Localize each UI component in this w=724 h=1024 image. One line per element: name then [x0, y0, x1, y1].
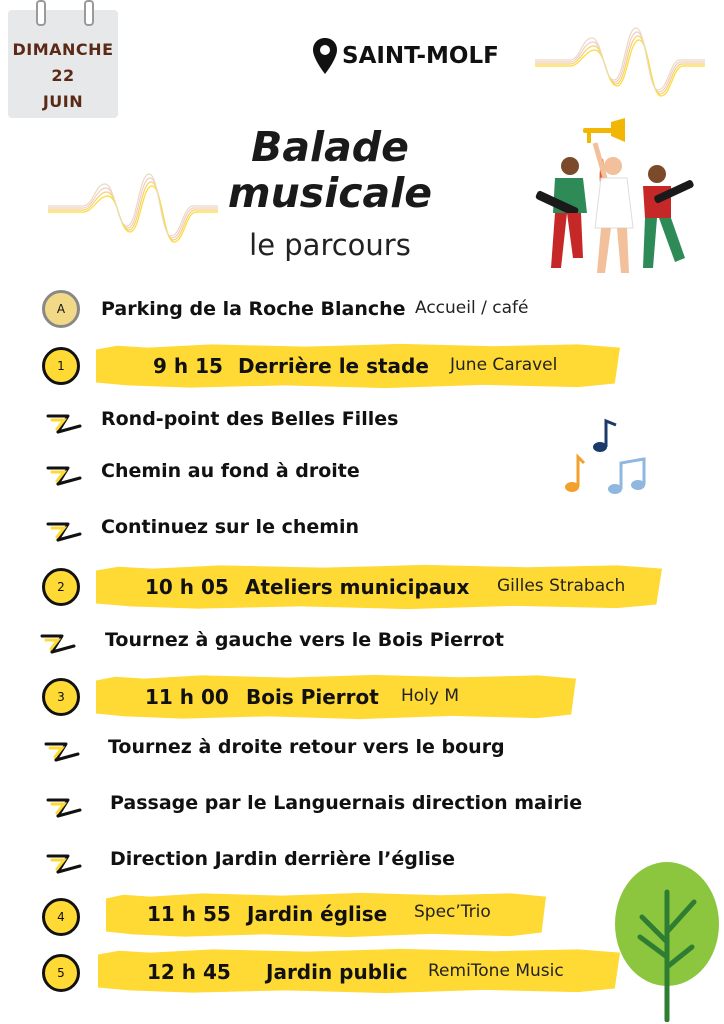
stop-4-badge: 4	[42, 898, 80, 936]
direction-1: Rond-point des Belles Filles	[101, 408, 399, 430]
location	[312, 36, 499, 76]
map-pin-icon	[312, 37, 338, 75]
stop-4-artist: Spec’Trio	[414, 902, 491, 922]
direction-4: Tournez à gauche vers le Bois Pierrot	[105, 629, 504, 651]
stop-5-place: Jardin public	[266, 960, 408, 984]
musicians-illustration	[525, 118, 700, 278]
calendar-date: 22	[51, 66, 75, 85]
direction-3: Continuez sur le chemin	[101, 516, 360, 538]
tree-illustration	[612, 862, 722, 1022]
direction-7: Direction Jardin derrière l’église	[110, 848, 456, 870]
stop-5-badge: 5	[42, 954, 80, 992]
date-calendar	[8, 10, 118, 118]
calendar-month: JUIN	[42, 92, 84, 111]
stop-2-place: Ateliers municipaux	[245, 575, 470, 599]
direction-2: Chemin au fond à droite	[101, 460, 360, 482]
stop-2-badge: 2	[42, 568, 80, 606]
turn-arrow-icon	[40, 630, 76, 656]
stop-2-time: 10 h 05	[145, 575, 229, 599]
stop-3-badge: 3	[42, 678, 80, 716]
turn-arrow-icon	[46, 410, 82, 436]
page-title	[205, 124, 455, 216]
location-name: SAINT-MOLF	[342, 43, 499, 69]
music-notes-icon	[560, 415, 655, 505]
sound-wave-icon	[48, 168, 218, 248]
turn-arrow-icon	[46, 518, 82, 544]
stop-2-artist: Gilles Strabach	[497, 576, 626, 596]
stop-1-time: 9 h 15	[153, 354, 223, 378]
stop-3-time: 11 h 00	[145, 685, 229, 709]
stop-1-badge: 1	[42, 347, 80, 385]
turn-arrow-icon	[44, 738, 80, 764]
turn-arrow-icon	[46, 850, 82, 876]
start-badge: A	[42, 290, 80, 328]
start-place: Parking de la Roche Blanche	[101, 298, 406, 320]
stop-5-artist: RemiTone Music	[428, 961, 564, 981]
turn-arrow-icon	[46, 794, 82, 820]
stop-1-place: Derrière le stade	[238, 354, 429, 378]
page-subtitle: le parcours	[249, 228, 411, 262]
calendar-day: DIMANCHE	[12, 40, 114, 59]
stop-3-artist: Holy M	[401, 686, 460, 706]
direction-6: Passage par le Languernais direction mairie	[110, 792, 583, 814]
stop-4-place: Jardin église	[247, 902, 388, 926]
calendar-ring	[36, 0, 46, 26]
title-line-2: musicale	[227, 169, 433, 217]
direction-5: Tournez à droite retour vers le bourg	[108, 736, 505, 758]
title-line-1: Balade	[251, 123, 409, 171]
sound-wave-icon	[535, 22, 705, 102]
start-note: Accueil / café	[415, 298, 529, 318]
turn-arrow-icon	[46, 462, 82, 488]
stop-4-time: 11 h 55	[147, 902, 231, 926]
stop-3-place: Bois Pierrot	[246, 685, 379, 709]
stop-5-time: 12 h 45	[147, 960, 231, 984]
calendar-ring	[84, 0, 94, 26]
stop-1-artist: June Caravel	[450, 355, 558, 375]
